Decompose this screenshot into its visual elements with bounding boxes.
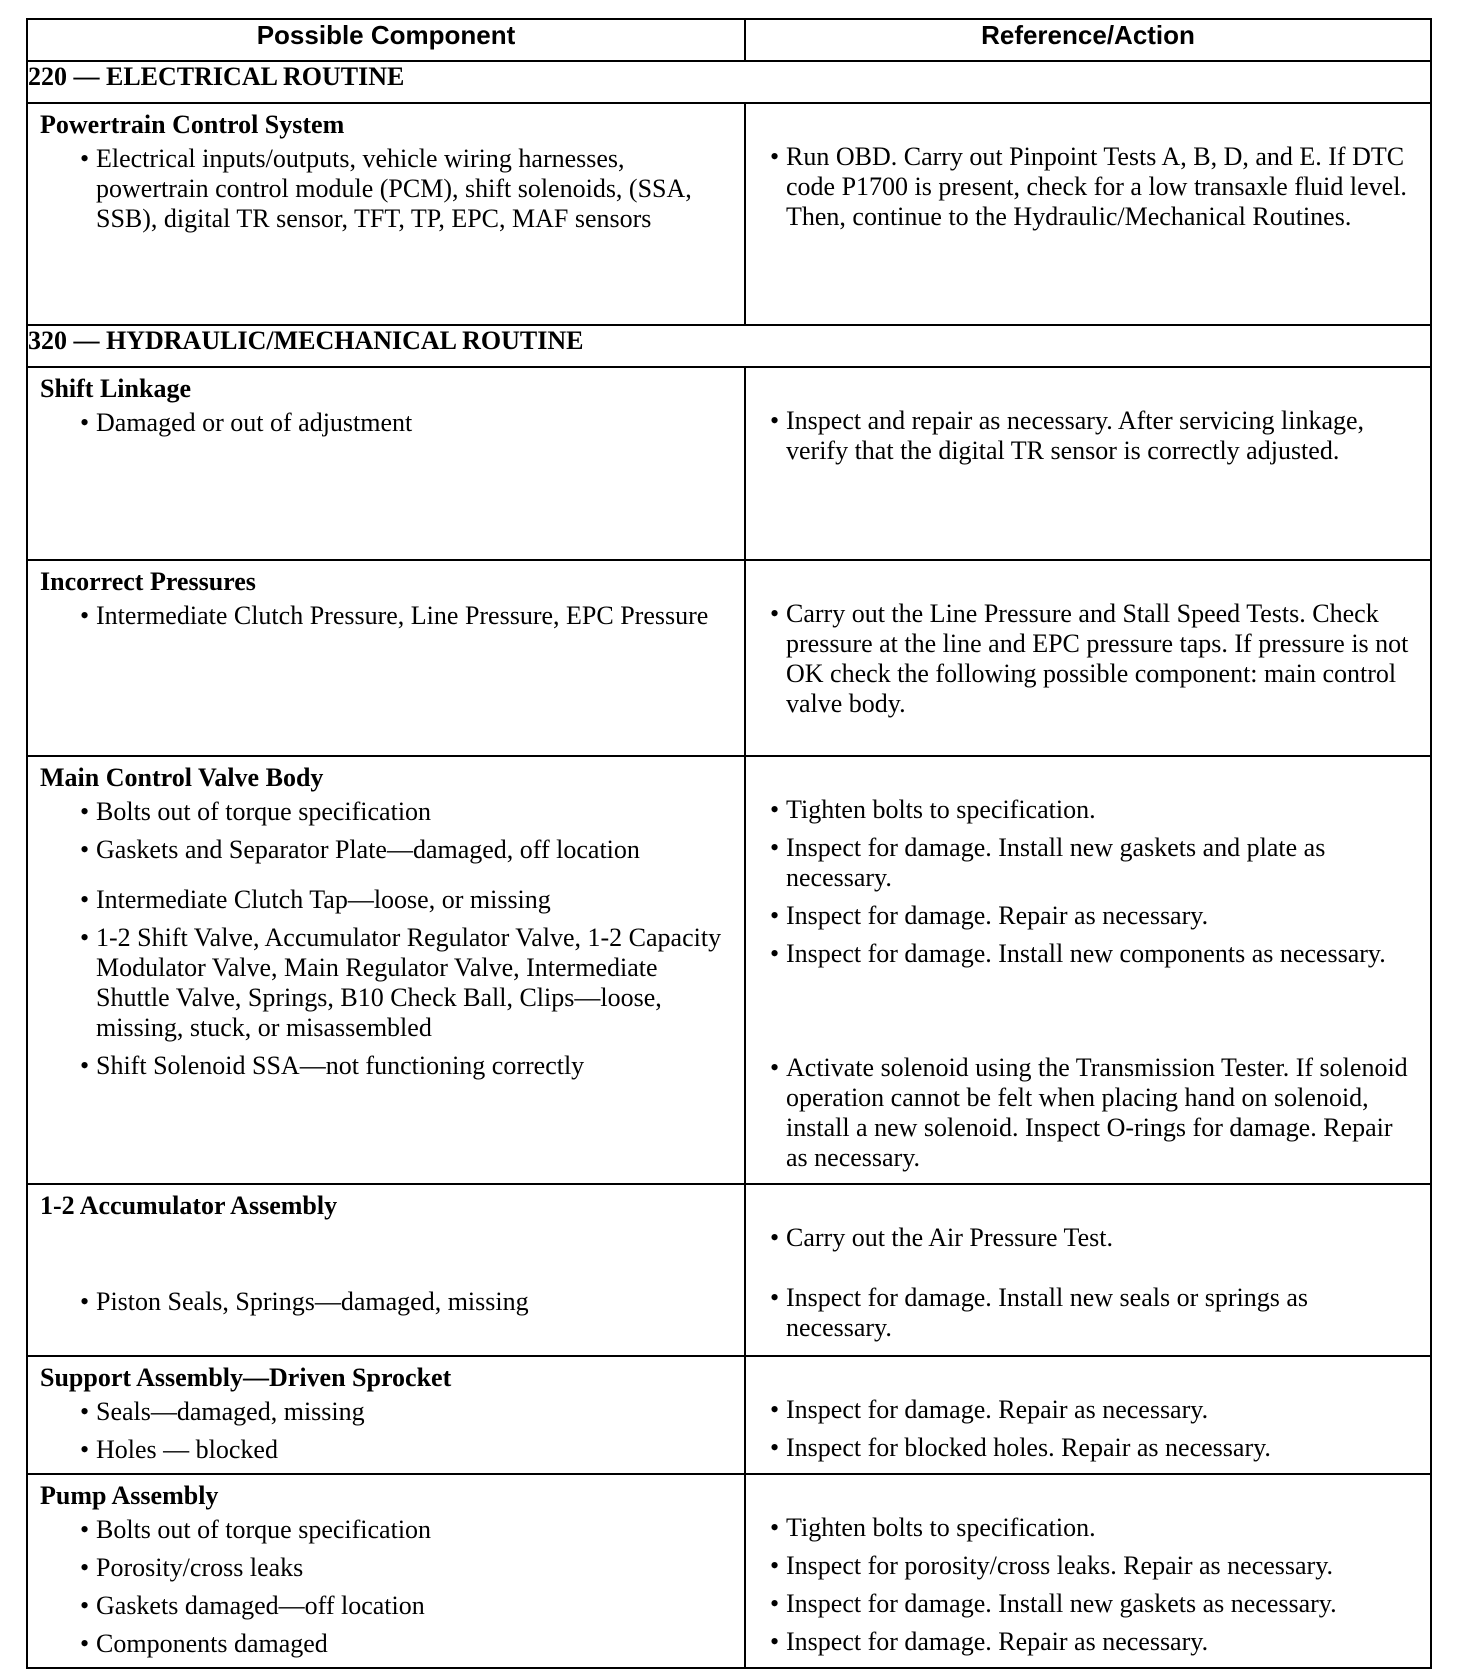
table-row-accumulator <box>27 1184 1431 1356</box>
table-row-valve-body <box>27 756 1431 1184</box>
component-title: Incorrect Pressures <box>40 567 256 596</box>
component-title: 1-2 Accumulator Assembly <box>40 1191 338 1220</box>
component-title: Support Assembly—Driven Sprocket <box>40 1363 452 1392</box>
component-cell <box>27 103 745 325</box>
component-title: Main Control Valve Body <box>40 763 324 792</box>
action-item: • Run OBD. Carry out Pinpoint Tests A, B, D, and E. If DTC code P1700 is present, check for a low transaxle fluid level. Then, continue to the Hydraulic/Mechanical Routines. <box>770 142 1407 231</box>
table-row-pressures <box>27 560 1431 756</box>
action-cell <box>745 1356 1431 1474</box>
component-item: • Electrical inputs/outputs, vehicle wiring harnesses, powertrain control module (PCM), shift solenoids, (SSA, SSB), digital TR sensor, TFT, TP, EPC, MAF sensors <box>80 144 692 233</box>
component-item: • Components damaged <box>80 1629 328 1658</box>
diagnosis-table-page <box>26 18 1430 1669</box>
action-item: • Inspect for damage. Install new gaskets as necessary. <box>770 1589 1337 1618</box>
component-item: • Bolts out of torque specification <box>80 1515 432 1544</box>
action-item: • Inspect and repair as necessary. After servicing linkage, verify that the digital TR sensor is correctly adjusted. <box>770 406 1365 465</box>
section-row-hydraulic <box>27 325 1431 367</box>
component-cell <box>27 367 745 560</box>
action-item: • Inspect for porosity/cross leaks. Repair as necessary. <box>770 1551 1334 1580</box>
component-item: • Holes — blocked <box>80 1435 278 1464</box>
action-cell <box>745 560 1431 756</box>
action-item: • Tighten bolts to specification. <box>770 795 1096 824</box>
component-title: Pump Assembly <box>40 1481 219 1510</box>
section-row-electrical <box>27 61 1431 103</box>
component-item: • Intermediate Clutch Pressure, Line Pressure, EPC Pressure <box>80 601 709 630</box>
action-item: • Tighten bolts to specification. <box>770 1513 1096 1542</box>
action-item: • Inspect for damage. Repair as necessary. <box>770 1395 1209 1424</box>
action-cell <box>745 1184 1431 1356</box>
action-item: • Inspect for blocked holes. Repair as necessary. <box>770 1433 1271 1462</box>
table-row-powertrain <box>27 103 1431 325</box>
action-cell <box>745 1474 1431 1668</box>
action-item: • Activate solenoid using the Transmission Tester. If solenoid operation cannot be felt when placing hand on solenoid, install a new solenoid. Inspect O-rings for damage. Repair as necessary. <box>770 1053 1408 1172</box>
table-row-support <box>27 1356 1431 1474</box>
diagnosis-table <box>26 18 1432 1669</box>
component-cell <box>27 1474 745 1668</box>
component-cell <box>27 560 745 756</box>
action-item: • Inspect for damage. Install new gaskets and plate as necessary. <box>770 833 1326 892</box>
column-header-component: Possible Component <box>27 19 745 61</box>
component-item: • Porosity/cross leaks <box>80 1553 304 1582</box>
table-row-pump <box>27 1474 1431 1668</box>
component-item: • Shift Solenoid SSA—not functioning correctly <box>80 1051 585 1080</box>
component-item: • Bolts out of torque specification <box>80 797 432 826</box>
action-item: • Inspect for damage. Repair as necessary. <box>770 901 1209 930</box>
component-cell <box>27 1184 745 1356</box>
action-item: • Carry out the Line Pressure and Stall Speed Tests. Check pressure at the line and EPC pressure taps. If pressure is not OK check the following possible component: main control valve body. <box>770 599 1409 718</box>
action-item: • Carry out the Air Pressure Test. <box>770 1223 1113 1252</box>
action-item: • Inspect for damage. Install new components as necessary. <box>770 939 1386 968</box>
action-item: • Inspect for damage. Install new seals or springs as necessary. <box>770 1283 1309 1342</box>
component-title: Powertrain Control System <box>40 110 345 139</box>
component-cell <box>27 1356 745 1474</box>
action-item: • Inspect for damage. Repair as necessary. <box>770 1627 1209 1656</box>
component-item: • Piston Seals, Springs—damaged, missing <box>80 1287 529 1316</box>
component-item: • Gaskets and Separator Plate—damaged, off location <box>80 835 640 864</box>
section-title: 220 — ELECTRICAL ROUTINE <box>27 61 1431 103</box>
component-item: • Intermediate Clutch Tap—loose, or missing <box>80 885 551 914</box>
component-title: Shift Linkage <box>40 374 191 403</box>
action-cell <box>745 756 1431 1184</box>
component-item: • Damaged or out of adjustment <box>80 408 413 437</box>
table-row-shift-linkage <box>27 367 1431 560</box>
component-item: • Seals—damaged, missing <box>80 1397 365 1426</box>
section-title: 320 — HYDRAULIC/MECHANICAL ROUTINE <box>27 325 1431 367</box>
column-header-action: Reference/Action <box>745 19 1431 61</box>
table-header-row <box>27 19 1431 61</box>
component-cell <box>27 756 745 1184</box>
action-cell <box>745 367 1431 560</box>
action-cell <box>745 103 1431 325</box>
component-item: • Gaskets damaged—off location <box>80 1591 425 1620</box>
component-item: • 1-2 Shift Valve, Accumulator Regulator Valve, 1-2 Capacity Modulator Valve, Main Regulator Valve, Intermediate Shuttle Valve, Springs, B10 Check Ball, Clips—loose, missing, stuck, or misassembled <box>80 923 722 1042</box>
